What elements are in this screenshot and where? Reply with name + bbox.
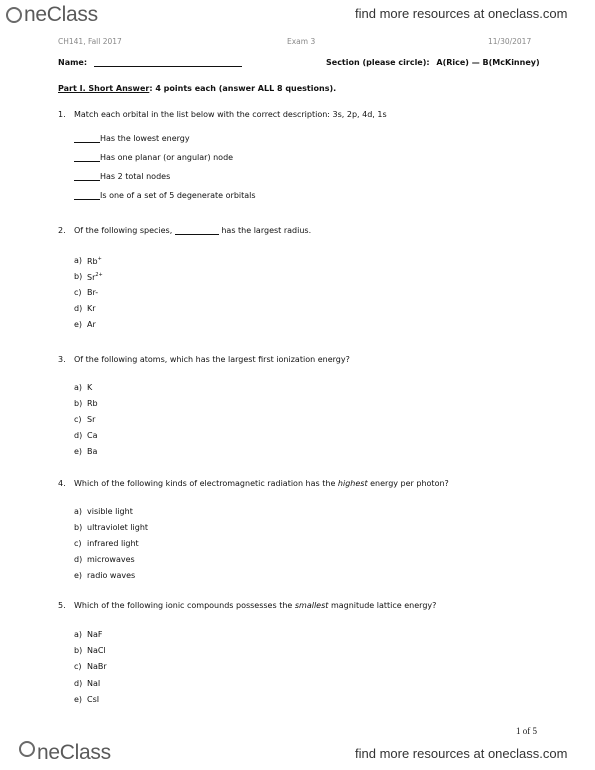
name-blank-line[interactable] xyxy=(94,66,242,67)
choice-letter: a) xyxy=(74,383,83,392)
section-line xyxy=(326,58,540,67)
choice-text xyxy=(87,523,148,532)
page-number: 1 of 5 xyxy=(516,726,537,736)
choice-letter: d) xyxy=(74,304,83,313)
choice-option[interactable] xyxy=(74,447,98,456)
blank-row xyxy=(74,172,170,181)
choice-text xyxy=(87,320,96,329)
choice-text-main: K xyxy=(87,383,93,392)
choice-letter: b) xyxy=(74,399,83,408)
choice-option[interactable] xyxy=(74,662,107,672)
question-2 xyxy=(58,226,312,235)
choice-letter: d) xyxy=(74,678,83,688)
choice-text xyxy=(87,272,103,282)
logo-wordmark-footer xyxy=(37,741,111,765)
choice-text-main: NaI xyxy=(87,678,101,688)
choice-text xyxy=(87,679,100,688)
choice-letter: d) xyxy=(74,431,83,440)
exam-label: Exam 3 xyxy=(287,37,316,46)
choice-letter: b) xyxy=(74,646,83,656)
choice-text xyxy=(87,555,135,564)
blank-row xyxy=(74,134,190,143)
choice-option[interactable] xyxy=(74,272,103,282)
choice-text-main: Ba xyxy=(87,447,98,456)
choice-letter: e) xyxy=(74,571,83,580)
choice-option[interactable] xyxy=(74,304,96,313)
promo-link-footer[interactable]: find more resources at oneclass.com xyxy=(355,746,568,761)
choice-text xyxy=(87,288,98,297)
choice-option[interactable] xyxy=(74,555,135,564)
answer-blank[interactable] xyxy=(74,161,100,162)
question-number: 5. xyxy=(58,601,66,610)
choice-letter: a) xyxy=(74,630,83,639)
name-field-label xyxy=(58,58,242,67)
choice-text-main: CsI xyxy=(87,694,100,704)
choice-text-main: infrared light xyxy=(87,539,139,548)
choice-letter: b) xyxy=(74,272,83,281)
choice-text-main: NaF xyxy=(87,630,103,639)
part-rest: : 4 points each (answer ALL 8 questions). xyxy=(149,84,337,93)
date-label: 11/30/2017 xyxy=(488,37,532,46)
question-number: 3. xyxy=(58,355,66,364)
question-3 xyxy=(58,355,350,364)
stem-part: energy per photon? xyxy=(367,479,449,488)
question-1 xyxy=(58,110,387,119)
choice-text-main: NaBr xyxy=(87,662,107,672)
oneclass-logo-footer[interactable] xyxy=(19,741,36,757)
choice-letter: c) xyxy=(74,662,82,672)
question-number: 1. xyxy=(58,110,66,119)
question-stem xyxy=(74,479,449,488)
choice-text-main: radio waves xyxy=(87,571,136,580)
choice-option[interactable] xyxy=(74,288,99,297)
choice-text xyxy=(87,447,97,456)
name-label: Name: xyxy=(58,58,88,67)
choice-option[interactable] xyxy=(74,383,93,392)
choice-option[interactable] xyxy=(74,399,98,408)
choice-letter: e) xyxy=(74,447,83,456)
choice-text xyxy=(87,383,92,392)
choice-text-main: microwaves xyxy=(87,555,135,564)
promo-link[interactable]: find more resources at oneclass.com xyxy=(355,6,568,21)
choice-text-main: NaCl xyxy=(87,646,106,656)
choice-text xyxy=(87,399,98,408)
choice-text xyxy=(87,431,98,440)
choice-text xyxy=(87,695,99,704)
choice-text xyxy=(87,662,107,671)
blank-desc: Is one of a set of 5 degenerate orbitals xyxy=(100,191,256,200)
choice-text-main: Ca xyxy=(87,431,98,440)
choice-text xyxy=(87,415,95,424)
choice-text xyxy=(87,571,135,580)
choice-text-main: ultraviolet light xyxy=(87,523,149,532)
blank-row xyxy=(74,191,256,200)
choice-letter: d) xyxy=(74,555,83,564)
choice-option[interactable] xyxy=(74,320,96,329)
question-number: 4. xyxy=(58,479,66,488)
choice-text-main: Kr xyxy=(87,304,96,313)
stem-emphasis: smallest xyxy=(294,601,329,610)
choice-option[interactable] xyxy=(74,678,101,688)
choice-option[interactable] xyxy=(74,523,149,532)
choice-text xyxy=(87,256,102,266)
choice-text xyxy=(87,507,133,516)
choice-text xyxy=(87,539,139,548)
blank-desc: Has one planar (or angular) node xyxy=(100,153,234,162)
course-label: CH141, Fall 2017 xyxy=(58,37,122,46)
answer-blank[interactable] xyxy=(175,234,219,235)
section-options[interactable]: A(Rice) — B(McKinney) xyxy=(436,58,540,67)
choice-option[interactable] xyxy=(74,694,100,704)
charge-superscript: + xyxy=(97,256,102,262)
choice-option[interactable] xyxy=(74,256,102,266)
section-label: Section (please circle): xyxy=(326,58,430,67)
choice-letter: b) xyxy=(74,523,83,532)
question-4 xyxy=(58,479,449,488)
question-5 xyxy=(58,601,437,610)
choice-letter: c) xyxy=(74,415,82,424)
stem-part: has the largest radius. xyxy=(218,226,312,235)
choice-text-main: Rb xyxy=(87,399,98,408)
choice-text xyxy=(87,646,106,655)
question-stem xyxy=(74,601,436,610)
choice-letter: c) xyxy=(74,539,82,548)
choice-text-main: Br- xyxy=(87,288,99,297)
stem-part: magnitude lattice energy? xyxy=(328,601,437,610)
choice-option[interactable] xyxy=(74,415,96,424)
choice-letter: c) xyxy=(74,288,82,297)
choice-text-main: Rb xyxy=(87,257,98,266)
part-heading xyxy=(58,84,336,93)
choice-text-main: Sr xyxy=(87,273,96,282)
blank-desc: Has 2 total nodes xyxy=(100,172,171,181)
logo-wordmark-text: neClass xyxy=(24,3,98,26)
question-stem: Of the following atoms, which has the largest first ionization energy? xyxy=(74,355,350,364)
choice-option[interactable] xyxy=(74,630,103,639)
choice-option[interactable] xyxy=(74,539,139,548)
logo-wordmark xyxy=(24,3,98,27)
oneclass-o-icon xyxy=(19,741,35,757)
choice-option[interactable] xyxy=(74,507,133,516)
logo-wordmark-text: neClass xyxy=(37,741,111,764)
question-stem: Match each orbital in the list below with the correct description: 3s, 2p, 4d, 1s xyxy=(74,110,387,119)
stem-part: Which of the following kinds of electromagnetic radiation has the xyxy=(74,479,338,488)
stem-part: Which of the following ionic compounds possesses the xyxy=(74,601,295,610)
choice-option[interactable] xyxy=(74,571,136,580)
question-stem xyxy=(74,226,311,235)
choice-text xyxy=(87,630,103,639)
blank-desc: Has the lowest energy xyxy=(100,134,190,143)
choice-text-main: Ar xyxy=(87,320,96,329)
answer-blank[interactable] xyxy=(74,199,100,200)
choice-text-main: visible light xyxy=(87,507,133,516)
question-number: 2. xyxy=(58,226,66,235)
stem-part: Of the following species, xyxy=(74,226,175,235)
stem-emphasis: highest xyxy=(337,479,368,488)
choice-option[interactable] xyxy=(74,431,98,440)
blank-row xyxy=(74,153,233,162)
choice-letter: e) xyxy=(74,694,83,704)
choice-letter: a) xyxy=(74,507,83,516)
choice-text-main: Sr xyxy=(87,415,96,424)
charge-superscript: 2+ xyxy=(95,272,103,278)
part-title: Part I. Short Answer xyxy=(58,84,150,93)
choice-letter: e) xyxy=(74,320,83,329)
answer-blank[interactable] xyxy=(74,142,100,143)
choice-text xyxy=(87,304,96,313)
choice-letter: a) xyxy=(74,256,83,265)
choice-option[interactable] xyxy=(74,646,106,656)
answer-blank[interactable] xyxy=(74,180,100,181)
